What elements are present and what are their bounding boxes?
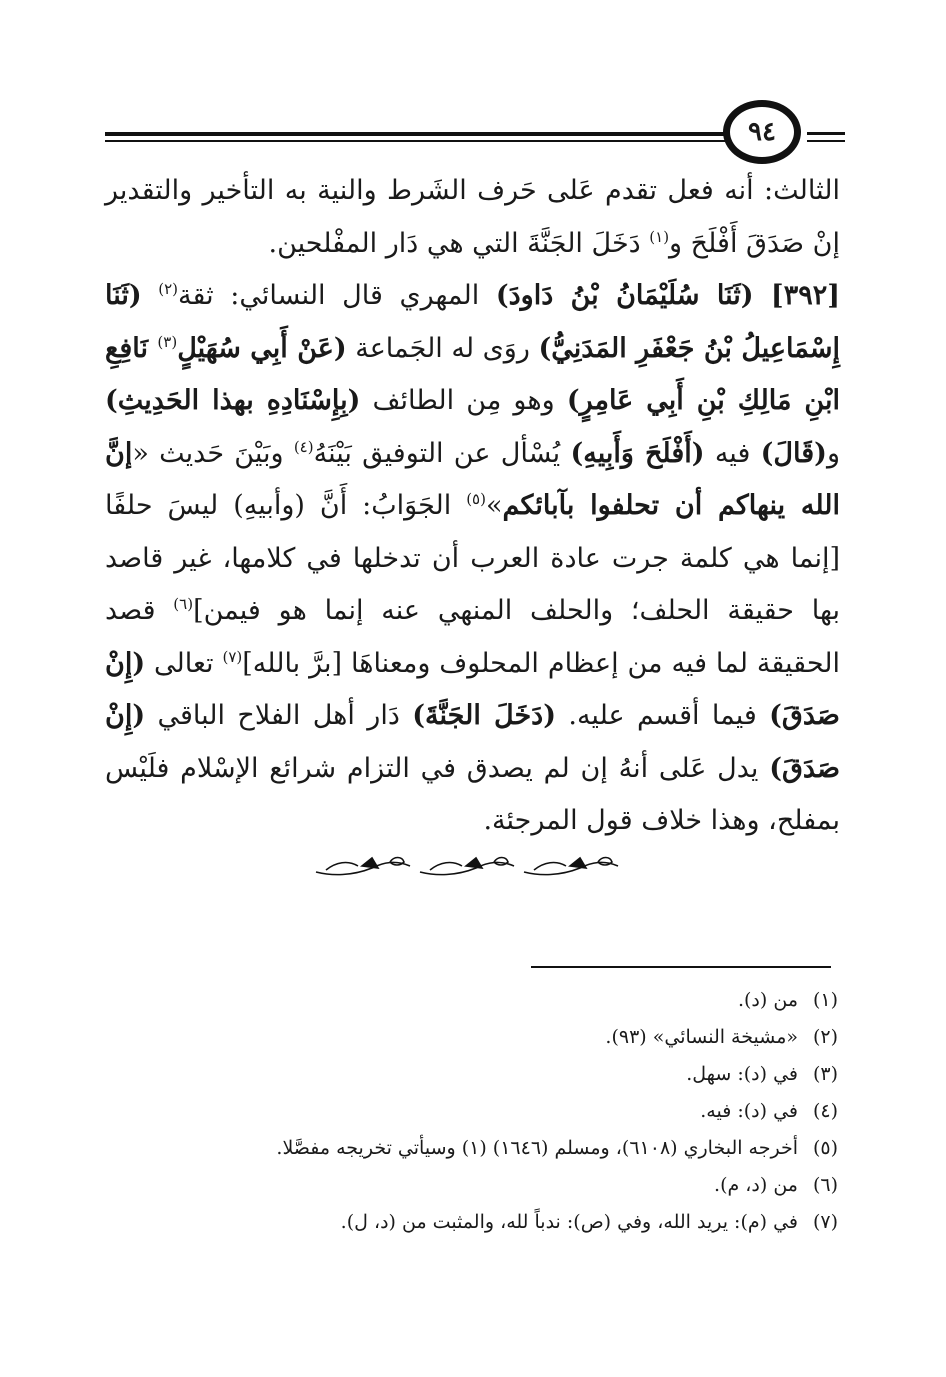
- text-run: وهو مِن الطائف: [360, 385, 567, 416]
- ornament-unit: [524, 858, 618, 875]
- footnote-text: في (د): فيه.: [700, 1100, 798, 1122]
- narrator: نَافِعِ ابْنِ مَالِكِ بْنِ أَبِي عَامِرٍ): [105, 332, 840, 416]
- hadith-number: [٣٩٢]: [753, 280, 840, 311]
- footnote-number: (٦): [812, 1174, 838, 1196]
- header-rule-thick: [105, 132, 725, 136]
- footnote-ref[interactable]: (٣): [157, 332, 178, 351]
- footnote-text: أخرجه البخاري (٦١٠٨)، ومسلم (١٦٤٦) (١) وسيأتي تخريجه مفصَّلا.: [276, 1137, 798, 1159]
- footnote-separator: [531, 966, 831, 968]
- footnote-number: (٧): [812, 1211, 838, 1233]
- footnote-ref[interactable]: (٤): [293, 437, 314, 456]
- text-run: المهري قال النسائي: ثقة: [178, 280, 496, 311]
- footnote-text: من (د).: [737, 989, 798, 1011]
- footnote-ref[interactable]: (٢): [158, 280, 179, 298]
- ornament-unit: [316, 858, 410, 875]
- footnote-number: (٣): [812, 1063, 838, 1085]
- main-text: [105, 165, 840, 848]
- text-run: الجَوَابُ: أَنَّ: [304, 490, 467, 521]
- footnote-item: [150, 1204, 838, 1241]
- paragraph-third-reason: [105, 165, 840, 270]
- footnote-ref[interactable]: (١): [649, 227, 670, 246]
- quoted-text: (دَخَلَ الجَنَّةَ): [412, 700, 556, 731]
- quoted-text: (وأبيهِ): [233, 490, 305, 521]
- text-run: و: [826, 437, 840, 469]
- quoted-text: (بِإِسْنَادِهِ بهذا الحَدِيثِ): [105, 385, 361, 416]
- text-run: يُسْأل عن التوفيق بَيْنَهُ: [313, 437, 571, 469]
- paragraph-hadith-392: [105, 270, 840, 848]
- footnote-item: [150, 1167, 838, 1204]
- narrator: (ثَنَا إِسْمَاعِيلُ بْنُ جَعْفَرِ المَدَنِيُّ): [105, 280, 840, 364]
- narrator: (ثَنَا سُلَيْمَانُ بْنُ دَاودَ): [495, 280, 754, 311]
- text-run: يدل عَلى أنهُ إن لم يصدق في التزام شرائع الإسْلام فلَيْس بمفلح، وهذا خلاف قول المرجئة.: [105, 752, 840, 836]
- text-run: تعالى: [145, 647, 223, 679]
- header-rule-right-thick: [807, 132, 845, 135]
- footnotes: [150, 982, 838, 1241]
- text-run: وبَيْنَ حَديث «: [132, 437, 294, 469]
- text-run: »: [485, 490, 503, 521]
- page-header: [105, 98, 845, 170]
- narrator: (عَنْ أَبِي سُهَيْلٍ: [177, 332, 347, 364]
- quoted-text: (إِنْ صَدَقَ): [105, 700, 841, 784]
- text-run: [142, 280, 159, 311]
- header-rule-thin: [105, 140, 725, 142]
- footnote-text: «مشيخة النسائي» (٩٣).: [605, 1026, 798, 1048]
- footnote-number: (٤): [812, 1100, 838, 1122]
- footnote-item: [150, 1019, 838, 1056]
- footnote-item: [150, 982, 838, 1019]
- page-number: ٩٤: [723, 100, 801, 164]
- text-run: روَى له الجَماعة: [346, 332, 539, 364]
- footnote-item: [150, 1056, 838, 1093]
- footnote-number: (١): [812, 989, 838, 1011]
- footnote-text: من (د، م).: [714, 1174, 798, 1196]
- text-run: قصد الحقيقة لما فيه من إعظام المحلوف ومعناهَا [برَّ بالله]: [105, 595, 841, 679]
- footnote-ref[interactable]: (٧): [222, 647, 243, 666]
- header-rule-right-thin: [807, 140, 845, 142]
- text-run: دَار أهل الفلاح الباقي: [145, 700, 413, 731]
- ornament-unit: [420, 858, 514, 875]
- footnote-item: [150, 1093, 838, 1130]
- text-run: ليسَ حلفًا [إنما هي كلمة جرت عادة العرب أن تدخلها في كلامها، غير قاصد بها حقيقة الحلف؛ والحلف المنهي عنه إنما هو فيمن]: [105, 490, 840, 626]
- quoted-text: (إِنْ صَدَقَ): [105, 647, 840, 731]
- footnote-number: (٢): [812, 1026, 838, 1048]
- text-run: فيما أقسم عليه.: [555, 700, 770, 731]
- footnote-item: [150, 1130, 838, 1167]
- hadith-quote: إنَّ الله ينهاكم أن تحلفوا بآبائكم: [105, 437, 840, 521]
- text-run: فيه: [704, 437, 761, 469]
- footnote-ref[interactable]: (٦): [173, 595, 194, 613]
- footnote-text: في (م): يريد الله، وفي (ص): ندباً لله، والمثبت من (د، ل).: [340, 1211, 798, 1233]
- text-run: دَخَلَ الجَنَّةَ التي هي دَار المفْلحين.: [268, 227, 650, 259]
- footnote-text: في (د): سهل.: [686, 1063, 798, 1085]
- text-run: الثالث: أنه فعل تقدم عَلى حَرف الشَرط والنية به التأخير والتقدير إنْ صَدَقَ أَفْلَحَ و: [105, 175, 840, 259]
- floral-divider-icon: [312, 848, 622, 884]
- footnote-number: (٥): [812, 1137, 838, 1159]
- footnote-ref[interactable]: (٥): [466, 490, 486, 508]
- quoted-text: (أَفْلَحَ وَأَبِيهِ): [570, 437, 705, 469]
- quoted-text: (قَالَ): [760, 437, 827, 469]
